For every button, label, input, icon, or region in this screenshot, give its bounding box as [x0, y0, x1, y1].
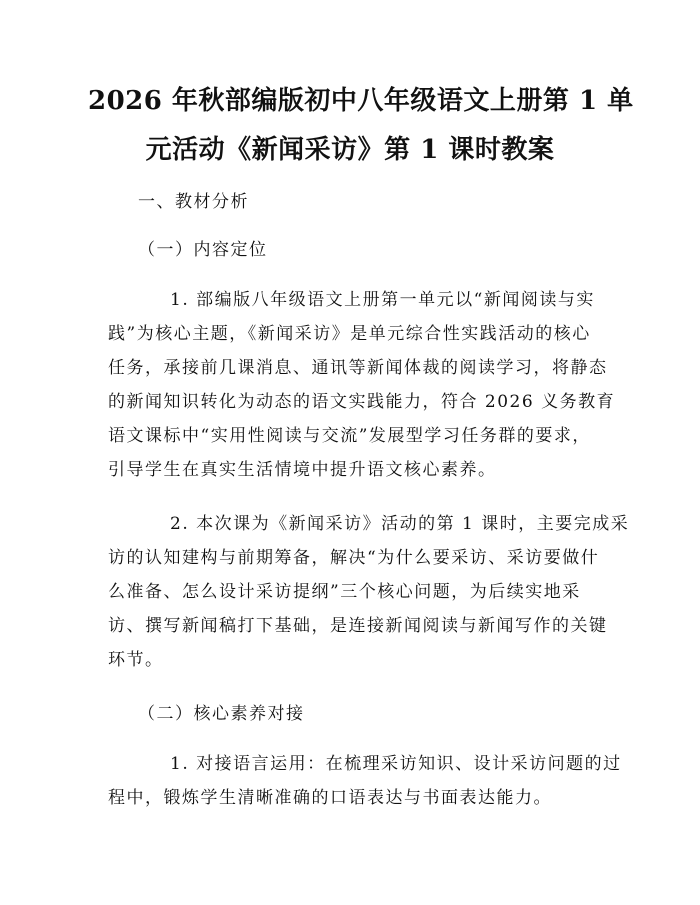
subsection-heading-content-positioning: （一）内容定位	[138, 240, 268, 260]
paragraph-1-line-1: 1. 部编版八年级语文上册第一单元以“新闻阅读与实	[170, 290, 595, 310]
paragraph-1-line-2: 践”为核心主题，《新闻采访》是单元综合性实践活动的核心	[108, 324, 591, 344]
paragraph-2-line-5: 环节。	[108, 650, 164, 670]
paragraph-1-line-4: 的新闻知识转化为动态的语文实践能力，符合 2026 义务教育	[108, 392, 616, 412]
paragraph-2-line-3: 么准备、怎么设计采访提纲”三个核心问题，为后续实地采	[108, 582, 581, 602]
section-heading-textbook-analysis: 一、教材分析	[138, 192, 249, 212]
paragraph-3-line-1: 1. 对接语言运用：在梳理采访知识、设计采访问题的过	[170, 754, 622, 774]
paragraph-1-line-6: 引导学生在真实生活情境中提升语文核心素养。	[108, 460, 497, 480]
paragraph-2-line-1: 2. 本次课为《新闻采访》活动的第 1 课时，主要完成采	[170, 514, 630, 534]
paragraph-1-line-5: 语文课标中“实用性阅读与交流”发展型学习任务群的要求，	[108, 426, 591, 446]
paragraph-3-line-2: 程中，锻炼学生清晰准确的口语表达与书面表达能力。	[108, 788, 552, 808]
paragraph-1-line-3: 任务，承接前几课消息、通讯等新闻体裁的阅读学习，将静态	[108, 358, 608, 378]
subsection-heading-core-literacy: （二）核心素养对接	[138, 704, 305, 724]
document-title-line-2: 元活动《新闻采访》第 1 课时教案	[145, 135, 555, 165]
paragraph-2-line-2: 访的认知建构与前期筹备，解决“为什么要采访、采访要做什	[108, 548, 600, 568]
paragraph-2-line-4: 访、撰写新闻稿打下基础，是连接新闻阅读与新闻写作的关键	[108, 616, 608, 636]
document-title-line-1: 2026 年秋部编版初中八年级语文上册第 1 单	[88, 86, 634, 116]
